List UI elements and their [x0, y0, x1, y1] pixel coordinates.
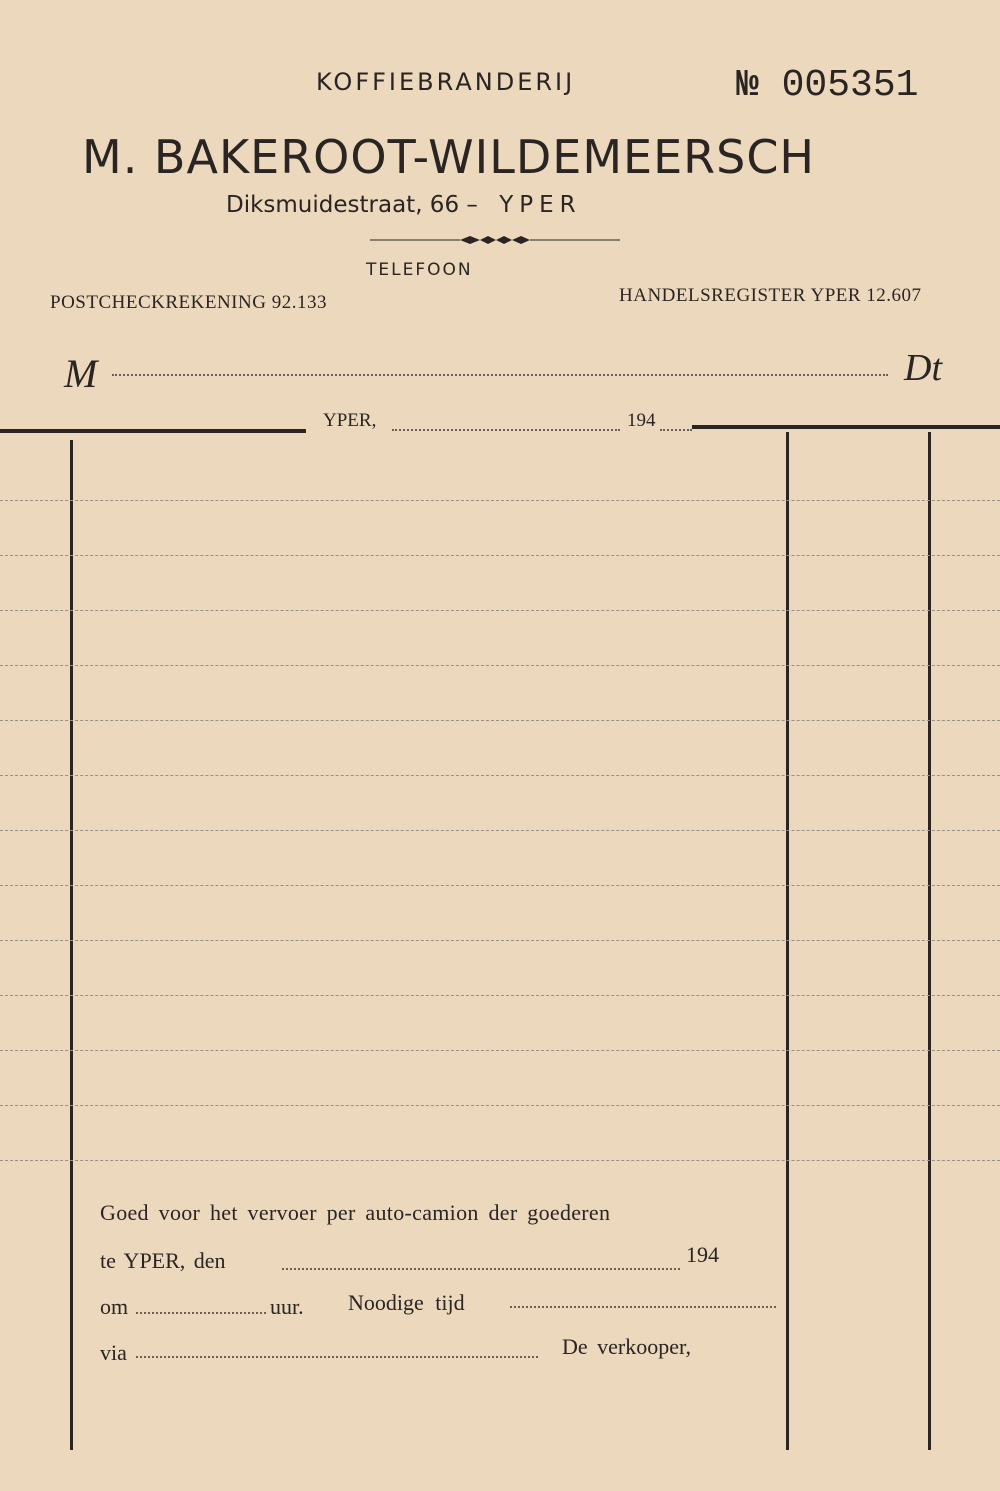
transport-om-label: om: [100, 1294, 129, 1319]
date-rule-right: [692, 425, 1000, 429]
row-line: [0, 665, 1000, 666]
business-type: KOFFIEBRANDERIJ: [316, 68, 576, 96]
row-line: [0, 1050, 1000, 1051]
column-line-right: [928, 432, 931, 1450]
transport-date-line: [282, 1268, 680, 1270]
document-number: [736, 64, 918, 107]
number-prefix: №: [736, 64, 759, 107]
transport-place: te YPER, den: [100, 1248, 226, 1273]
column-line-mid: [786, 432, 789, 1450]
row-line: [0, 830, 1000, 831]
row-line: [0, 995, 1000, 996]
row-line: [0, 1160, 1000, 1161]
row-line: [0, 940, 1000, 941]
row-line: [0, 500, 1000, 501]
transport-needed-time-line: [510, 1306, 776, 1308]
transport-time-line: [136, 1312, 266, 1314]
row-line: [0, 720, 1000, 721]
date-year-line: [660, 429, 692, 431]
addressee-prefix: M: [64, 351, 98, 396]
date-rule-left: [0, 429, 306, 433]
row-line: [0, 885, 1000, 886]
company-address: [226, 192, 582, 218]
transport-statement: Goed voor het vervoer per auto-camion der goederen: [100, 1200, 611, 1225]
row-line: [0, 610, 1000, 611]
date-city: YPER,: [323, 410, 377, 431]
seller-signature-label: De verkooper,: [562, 1334, 691, 1359]
row-line: [0, 1105, 1000, 1106]
date-line: [392, 429, 620, 431]
company-name: M. BAKEROOT-WILDEMEERSCH: [82, 130, 816, 184]
debtor-suffix: Dt: [904, 347, 942, 389]
date-year: 194: [627, 410, 656, 431]
transport-via-line: [136, 1356, 538, 1358]
number-value: 005351: [781, 64, 919, 107]
transport-year: 194: [686, 1242, 719, 1267]
address-city: YPER: [499, 192, 582, 218]
addressee-line: [112, 374, 888, 376]
column-line-left: [70, 440, 73, 1450]
transport-via-label: via: [100, 1340, 127, 1365]
transport-uur-label: uur.: [270, 1294, 304, 1319]
address-street: Diksmuidestraat, 66 –: [226, 192, 478, 218]
transport-needed-time-label: Noodige tijd: [348, 1290, 465, 1315]
ornament-divider: [370, 233, 620, 247]
trade-register: HANDELSREGISTER YPER 12.607: [619, 285, 922, 306]
postcheck-account: POSTCHECKREKENING 92.133: [50, 292, 327, 313]
telephone-label: TELEFOON: [366, 260, 473, 280]
row-line: [0, 775, 1000, 776]
row-line: [0, 555, 1000, 556]
